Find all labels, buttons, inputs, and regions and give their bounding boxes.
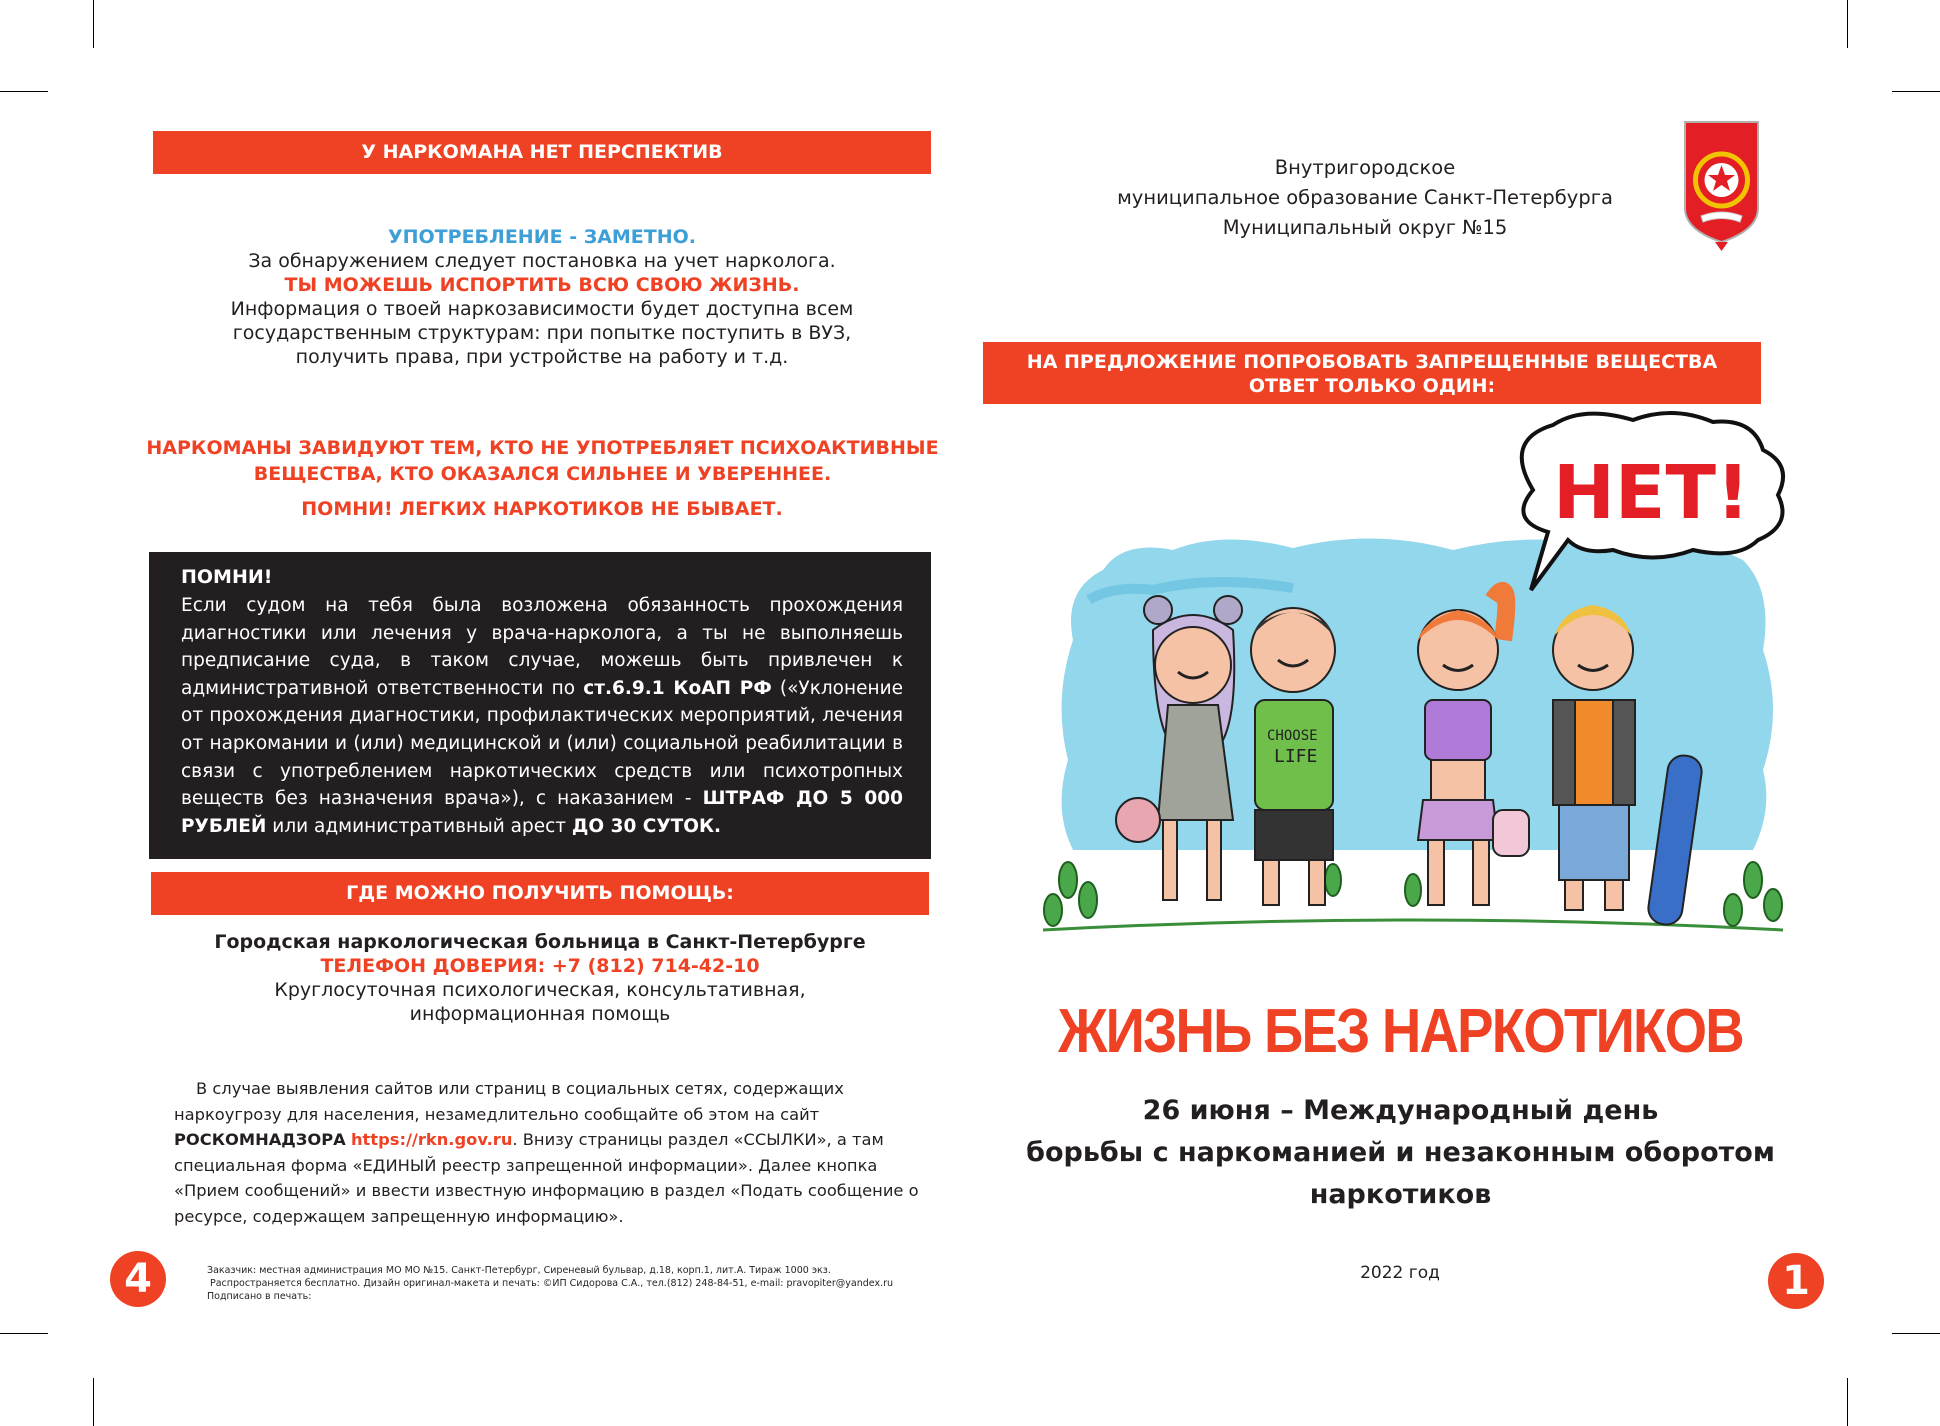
page-number-badge (110, 1251, 166, 1307)
legal-text-part: («Уклонение от прохождения диагностики, профилактических мероприятий, лечения от наркомании и (или) медицинской и (или) социальной реабилитации в связи с употреблением наркотических средств или психотропных веществ без назначения врача»), с наказанием - (181, 677, 903, 810)
envy-line: ВЕЩЕСТВА, КТО ОКАЗАЛСЯ СИЛЬНЕЕ И УВЕРЕННЕЕ. (253, 463, 832, 485)
help-line: Круглосуточная психологическая, консультативная, (274, 979, 806, 1001)
crop-mark (93, 0, 94, 48)
help-banner (151, 872, 929, 915)
year-text: 2022 год (1360, 1263, 1440, 1283)
crop-mark (1847, 1378, 1848, 1426)
legal-warning-box (149, 552, 931, 859)
rkn-paragraph (174, 1076, 944, 1230)
usage-line: получить права, при устройстве на работу и т.д. (295, 346, 789, 368)
imprint-line: Распространяется бесплатно. Дизайн оригинал-макета и печать: ©ИП Сидорова С.А., тел.(812) 248-84-51, e-mail: pravopiter@yandex.ru (210, 1278, 894, 1289)
shirt-text: LIFE (1274, 746, 1318, 767)
org-line: Муниципальный округ №15 (1222, 216, 1508, 239)
imprint-line: Подписано в печать: (207, 1291, 312, 1302)
hotline-phone[interactable]: ТЕЛЕФОН ДОВЕРИЯ: +7 (812) 714-42-10 (320, 955, 760, 977)
crop-mark (0, 91, 48, 92)
legal-law-ref: ст.6.9.1 КоАП РФ (583, 677, 772, 699)
crop-mark (1847, 0, 1848, 48)
imprint (207, 1264, 967, 1303)
organization-name (1060, 153, 1670, 243)
rkn-org: РОСКОМНАДЗОРА (174, 1130, 346, 1150)
legal-fine: ШТРАФ ДО 5 000 РУБЛЕЙ (181, 788, 903, 837)
page-number: 4 (124, 1256, 152, 1302)
rkn-link[interactable]: https://rkn.gov.ru (350, 1130, 513, 1150)
usage-section (153, 225, 931, 369)
help-section (151, 930, 929, 1026)
hospital-name: Городская наркологическая больница в Санкт-Петербурге (214, 931, 866, 953)
help-banner-text: ГДЕ МОЖНО ПОЛУЧИТЬ ПОМОЩЬ: (346, 882, 734, 904)
rkn-text: В случае выявления сайтов или страниц в социальных сетях, содержащих наркоугрозу для населения, незамедлительно сообщайте об этом на сайт (174, 1079, 844, 1124)
org-line: муниципальное образование Санкт-Петербурга (1117, 186, 1613, 209)
legal-warning-text (181, 592, 903, 840)
coat-of-arms-icon (1683, 120, 1760, 252)
crop-mark (1892, 91, 1940, 92)
crop-mark (1892, 1333, 1940, 1334)
usage-warning: ТЫ МОЖЕШЬ ИСПОРТИТЬ ВСЮ СВОЮ ЖИЗНЬ. (284, 274, 800, 296)
legal-text-part: Если судом на тебя была возложена обязанность прохождения диагностики или лечения у врача-нарколога, а ты не выполняешь предписание суда, в таком случае, можешь быть привлечен к административной ответственности по (181, 595, 903, 699)
year-label (1300, 1263, 1500, 1283)
event-line: борьбы с наркоманией и незаконным оборотом (1026, 1137, 1775, 1168)
legal-warning-title: ПОМНИ! (181, 566, 273, 588)
character-boy-1 (1251, 608, 1335, 905)
main-title-text: ЖИЗНЬ БЕЗ НАРКОТИКОВ (1058, 997, 1743, 1066)
offer-line: НА ПРЕДЛОЖЕНИЕ ПОПРОБОВАТЬ ЗАПРЕЩЕННЫЕ ВЕЩЕСТВА (1026, 351, 1718, 373)
kids-illustration (993, 410, 1825, 980)
crop-mark (93, 1378, 94, 1426)
no-prospects-banner-text: У НАРКОМАНА НЕТ ПЕРСПЕКТИВ (361, 141, 723, 163)
crop-mark (0, 1333, 48, 1334)
envy-line: НАРКОМАНЫ ЗАВИДУЮТ ТЕМ, КТО НЕ УПОТРЕБЛЯЕТ ПСИХОАКТИВНЫЕ (146, 437, 939, 459)
page-number: 1 (1782, 1258, 1810, 1304)
usage-line: Информация о твоей наркозависимости будет доступна всем (230, 298, 854, 320)
event-date (983, 1090, 1818, 1216)
no-prospects-banner (153, 131, 931, 174)
usage-title: УПОТРЕБЛЕНИЕ - ЗАМЕТНО. (387, 226, 697, 248)
offer-line: ОТВЕТ ТОЛЬКО ОДИН: (1248, 375, 1496, 397)
event-line: наркотиков (1309, 1179, 1492, 1210)
event-line: 26 июня – Международный день (1142, 1095, 1659, 1126)
envy-text (140, 435, 945, 487)
main-title (1033, 994, 1768, 1070)
legal-text-part: или административный арест (266, 815, 572, 837)
help-line: информационная помощь (409, 1003, 671, 1025)
org-line: Внутригородское (1274, 156, 1456, 179)
shirt-text: CHOOSE (1267, 728, 1318, 744)
rkn-text: . Внизу страницы раздел «ССЫЛКИ», а там специальная форма «ЕДИНЫЙ реестр запрещенной информации». Далее кнопка «Прием сообщений» и ввести известную информацию в раздел «Подать сообщение о ресурсе, содержащем запрещенную информацию». (174, 1130, 919, 1226)
imprint-line: Заказчик: местная администрация МО МО №15. Санкт-Петербург, Сиреневый бульвар, д.18, корп.1, лит.А. Тираж 1000 экз. (207, 1265, 831, 1276)
page-number-badge (1768, 1253, 1824, 1309)
no-light-drugs-text (153, 496, 931, 522)
usage-line: государственным структурам: при попытке поступить в ВУЗ, (232, 322, 852, 344)
no-light-drugs-label: ПОМНИ! ЛЕГКИХ НАРКОТИКОВ НЕ БЫВАЕТ. (301, 498, 783, 520)
offer-banner (983, 342, 1761, 404)
legal-arrest: ДО 30 СУТОК. (571, 815, 722, 837)
usage-line: За обнаружением следует постановка на учет нарколога. (248, 250, 836, 272)
bubble-word: НЕТ! (1553, 450, 1750, 536)
